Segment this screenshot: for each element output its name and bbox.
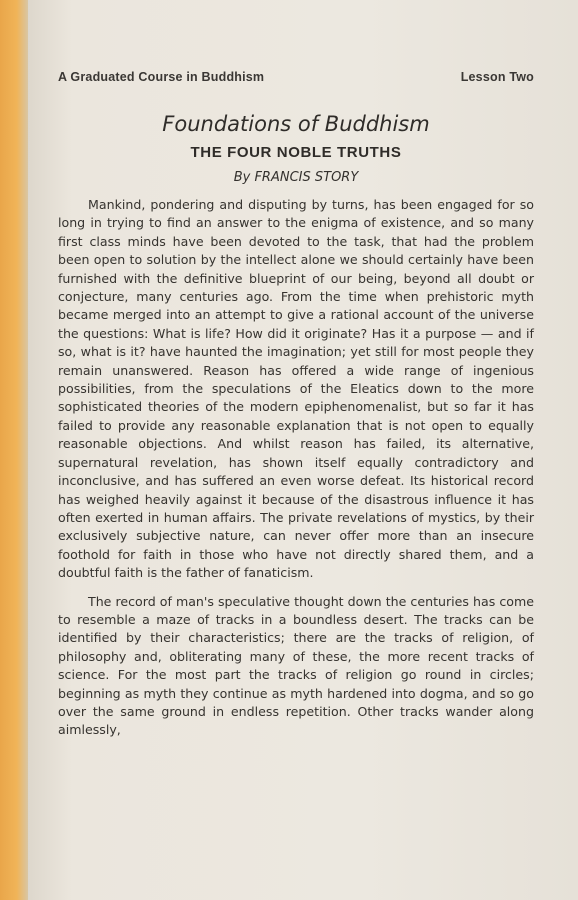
article-title: Foundations of Buddhism — [162, 112, 430, 136]
book-page — [28, 0, 578, 900]
book-spine-edge — [0, 0, 28, 900]
running-header — [58, 70, 534, 88]
body-paragraph: Mankind, pondering and disputing by turns, has been engaged for so long in trying to find an answer to the enigma of existence, and so many first class minds have been devoted to the task, that had the problem been open to solution by the intellect alone we should certainly have been furnished with the definitive blueprint of our being, beyond all doubt or conjecture, many centuries ago. From the time when prehistoric myth became merged into an attempt to give a rational account of the universe the questions: What is life? How did it originate? Has it a purpose — and if so, what is it? have haunted the imagination; yet still for most people they remain unanswered. Reason has offered a wide range of ingenious possibilities, from the speculations of the Eleatics down to the more sophisticated theories of the modern epiphenomenalist, but so far it has failed to provide any reasonable explanation that is not open to equally reasonable objections. And whilst reason has failed, its alternative, supernatural revelation, has shown itself equally contradictory and inconclusive, and has suffered an even worse defeat. Its historical record has weighed heavily against it because of the disastrous influence it has often exerted in human affairs. The private revelations of mystics, by their exclusively subjective nature, can never offer more than an insecure foothold for faith in those who have not directly shared them, and a doubtful faith is the father of fanaticism. — [58, 197, 534, 581]
series-title: A Graduated Course in Buddhism — [58, 70, 265, 84]
article-byline: By FRANCIS STORY — [233, 170, 359, 185]
article-body — [58, 196, 534, 740]
lesson-label: Lesson Two — [460, 70, 534, 84]
article-subtitle: THE FOUR NOBLE TRUTHS — [190, 144, 402, 161]
body-paragraph: The record of man's speculative thought down the centuries has come to resemble a maze of tracks in a boundless desert. The tracks can be identified by their characteristics; there are the tracks of religion, of philosophy and, obliterating many of these, the more recent tracks of science. For the most part the tracks of religion go round in circles; beginning as myth they continue as myth hardened into dogma, and so go over the same ground in endless repetition. Other tracks wander along aimlessly, — [58, 593, 534, 738]
